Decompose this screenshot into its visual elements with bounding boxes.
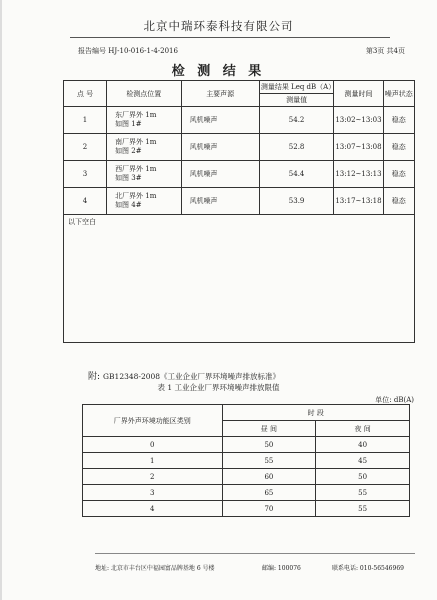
cell-day: 50 <box>222 437 316 453</box>
limits-table <box>82 404 410 517</box>
page-title: 检 测 结 果 <box>171 64 266 79</box>
cell-category: 4 <box>83 501 223 517</box>
cell-value: 52.8 <box>259 134 334 161</box>
standard-text: GB12348-2008《工业企业厂界环境噪声排放标准》 <box>103 372 281 381</box>
header-state: 噪声状态 <box>383 81 414 107</box>
cell-category: 3 <box>83 485 223 501</box>
cell-no: 1 <box>64 107 107 134</box>
cell-day: 60 <box>222 469 316 485</box>
cell-location <box>107 134 182 161</box>
cell-time: 13:02~13:03 <box>334 107 383 134</box>
header-source: 主要声源 <box>181 81 259 107</box>
cell-day: 70 <box>222 501 316 517</box>
footer-postcode: 邮编: 100076 <box>262 565 301 572</box>
cell-value: 53.9 <box>259 188 334 215</box>
table-row <box>83 437 410 453</box>
location-line: 东厂界外 1m <box>115 111 157 119</box>
cell-night: 45 <box>316 453 410 469</box>
header-value: 测量值 <box>259 94 334 107</box>
header-day: 昼 间 <box>222 421 316 437</box>
table-row <box>83 453 410 469</box>
header-no: 点 号 <box>64 81 107 107</box>
location-figure: 如图 3# <box>115 174 142 182</box>
cell-no: 3 <box>64 161 107 188</box>
cell-location <box>107 107 182 134</box>
footer-divider <box>95 553 415 554</box>
cell-day: 65 <box>222 485 316 501</box>
header-period: 时 段 <box>222 405 409 421</box>
location-figure: 如图 1# <box>115 120 142 128</box>
cell-source: 风机噪声 <box>181 161 259 188</box>
cell-location <box>107 161 182 188</box>
cell-day: 55 <box>222 453 316 469</box>
location-line: 北厂界外 1m <box>115 192 157 200</box>
cell-no: 2 <box>64 134 107 161</box>
table-row <box>64 107 415 134</box>
cell-time: 13:07~13:08 <box>334 134 383 161</box>
cell-source: 风机噪声 <box>181 188 259 215</box>
location-figure: 如图 2# <box>115 147 142 155</box>
table-row <box>83 501 410 517</box>
cell-source: 风机噪声 <box>181 134 259 161</box>
page-number: 第3页 共4页 <box>365 47 405 55</box>
limits-header-row <box>83 405 410 421</box>
cell-time: 13:17~13:18 <box>334 188 383 215</box>
table-row <box>64 188 415 215</box>
location-line: 西厂界外 1m <box>115 165 157 173</box>
company-name: 北京中瑞环泰科技有限公司 <box>143 19 294 33</box>
cell-value: 54.2 <box>259 107 334 134</box>
cell-source: 风机噪声 <box>181 107 259 134</box>
header-divider <box>70 37 390 38</box>
cell-state: 稳态 <box>383 107 414 134</box>
footer-address: 地址: 北京市丰台区中福园富品牌基地 6 号楼 <box>95 565 215 572</box>
results-table <box>63 80 415 343</box>
table-row <box>83 485 410 501</box>
cell-value: 54.4 <box>259 161 334 188</box>
cell-state: 稳态 <box>383 188 414 215</box>
standard-reference <box>88 369 280 382</box>
results-header-row <box>64 81 415 94</box>
remark-row <box>64 215 415 343</box>
cell-location <box>107 188 182 215</box>
footer-phone: 联系电话: 010-56546969 <box>332 565 404 572</box>
header-night: 夜 间 <box>316 421 410 437</box>
cell-state: 稳态 <box>383 134 414 161</box>
cell-night: 40 <box>316 437 410 453</box>
cell-no: 4 <box>64 188 107 215</box>
cell-state: 稳态 <box>383 161 414 188</box>
report-number: 报告编号 HJ-10-016-1-4-2016 <box>78 47 178 55</box>
cell-category: 1 <box>83 453 223 469</box>
location-line: 南厂界外 1m <box>115 138 157 146</box>
header-measure: 测量结果 Leq dB（A） <box>259 81 334 94</box>
table-row <box>83 469 410 485</box>
table-row <box>64 134 415 161</box>
cell-night: 50 <box>316 469 410 485</box>
remark-cell: 以下空白 <box>64 215 415 343</box>
cell-night: 55 <box>316 485 410 501</box>
header-location: 检测点位置 <box>107 81 182 107</box>
header-time: 测量时间 <box>334 81 383 107</box>
location-figure: 如图 4# <box>115 201 142 209</box>
table-row <box>64 161 415 188</box>
header-area: 厂界外声环境功能区类别 <box>83 405 223 437</box>
limit-table-title: 表 1 工业企业厂界环境噪声排放限值 <box>157 383 280 392</box>
cell-category: 2 <box>83 469 223 485</box>
cell-time: 13:12~13:13 <box>334 161 383 188</box>
unit-label: 单位: dB(A) <box>375 396 414 404</box>
standard-lead: 附: <box>88 372 101 382</box>
scan-edge <box>0 0 2 600</box>
cell-night: 55 <box>316 501 410 517</box>
cell-category: 0 <box>83 437 223 453</box>
